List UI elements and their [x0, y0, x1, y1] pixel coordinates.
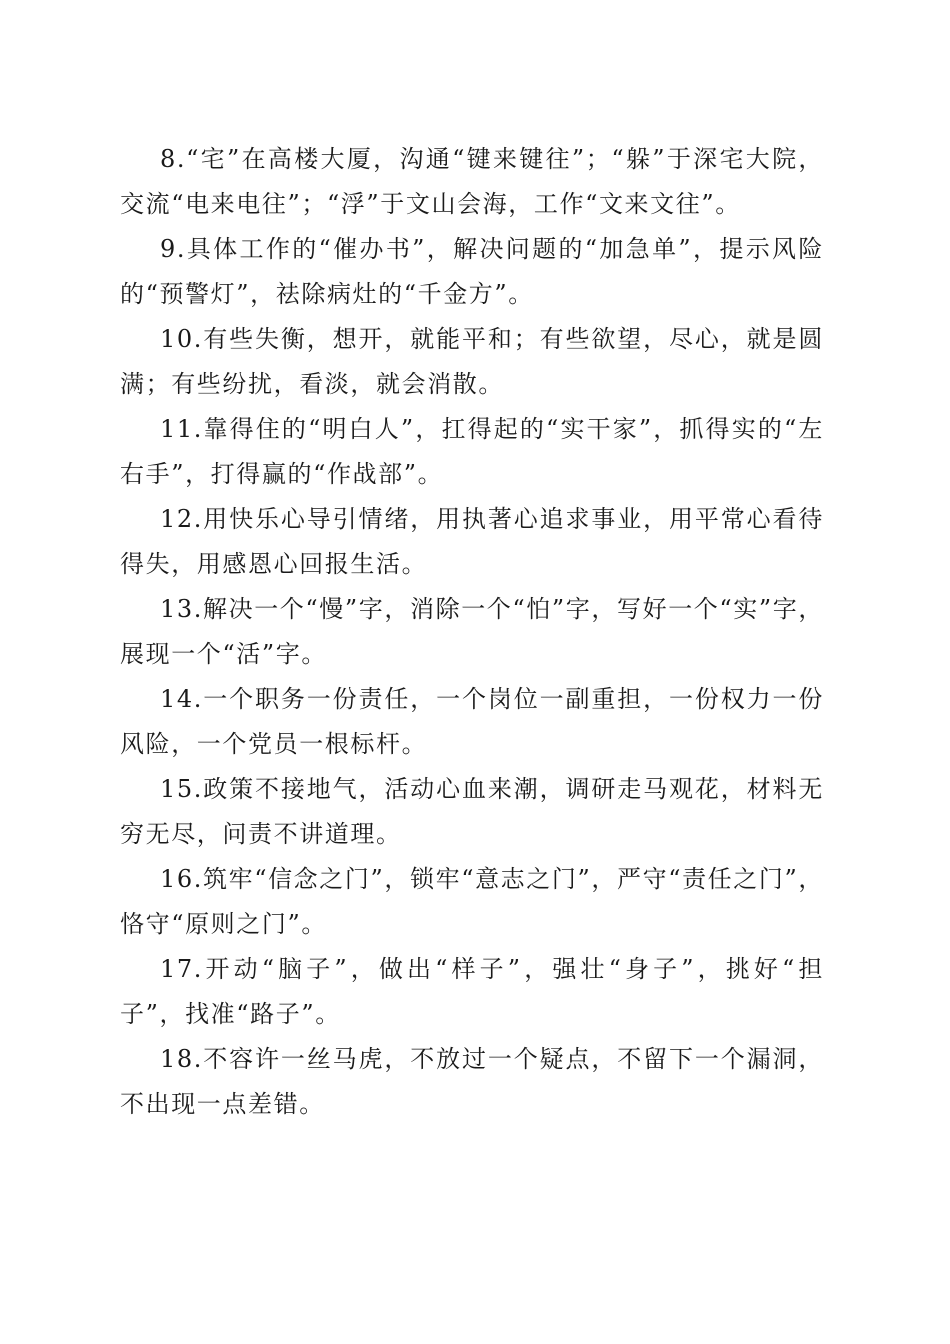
paragraph-8: 8.“宅”在高楼大厦，沟通“键来键往”；“躲”于深宅大院，交流“电来电往”；“浮”于文山会海，工作“文来文往”。: [120, 145, 824, 218]
document-body: [120, 137, 824, 1127]
paragraph-15: 15.政策不接地气，活动心血来潮，调研走马观花，材料无穷无尽，问责不讲道理。: [120, 775, 824, 848]
paragraph-17: 17.开动“脑子”，做出“样子”，强壮“身子”，挑好“担子”，找准“路子”。: [120, 955, 824, 1028]
paragraph-14: 14.一个职务一份责任，一个岗位一副重担，一份权力一份风险，一个党员一根标杆。: [120, 685, 824, 758]
paragraph-16: 16.筑牢“信念之门”，锁牢“意志之门”，严守“责任之门”，恪守“原则之门”。: [120, 865, 824, 938]
paragraph-13: 13.解决一个“慢”字，消除一个“怕”字，写好一个“实”字，展现一个“活”字。: [120, 595, 824, 668]
paragraph-9: 9.具体工作的“催办书”，解决问题的“加急单”，提示风险的“预警灯”，祛除病灶的“千金方”。: [120, 235, 824, 308]
paragraph-10: 10.有些失衡，想开，就能平和；有些欲望，尽心，就是圆满；有些纷扰，看淡，就会消散。: [120, 325, 824, 398]
paragraph-18: 18.不容许一丝马虎，不放过一个疑点，不留下一个漏洞，不出现一点差错。: [120, 1045, 824, 1118]
paragraph-11: 11.靠得住的“明白人”，扛得起的“实干家”，抓得实的“左右手”，打得赢的“作战部”。: [120, 415, 824, 488]
paragraph-12: 12.用快乐心导引情绪，用执著心追求事业，用平常心看待得失，用感恩心回报生活。: [120, 505, 824, 578]
